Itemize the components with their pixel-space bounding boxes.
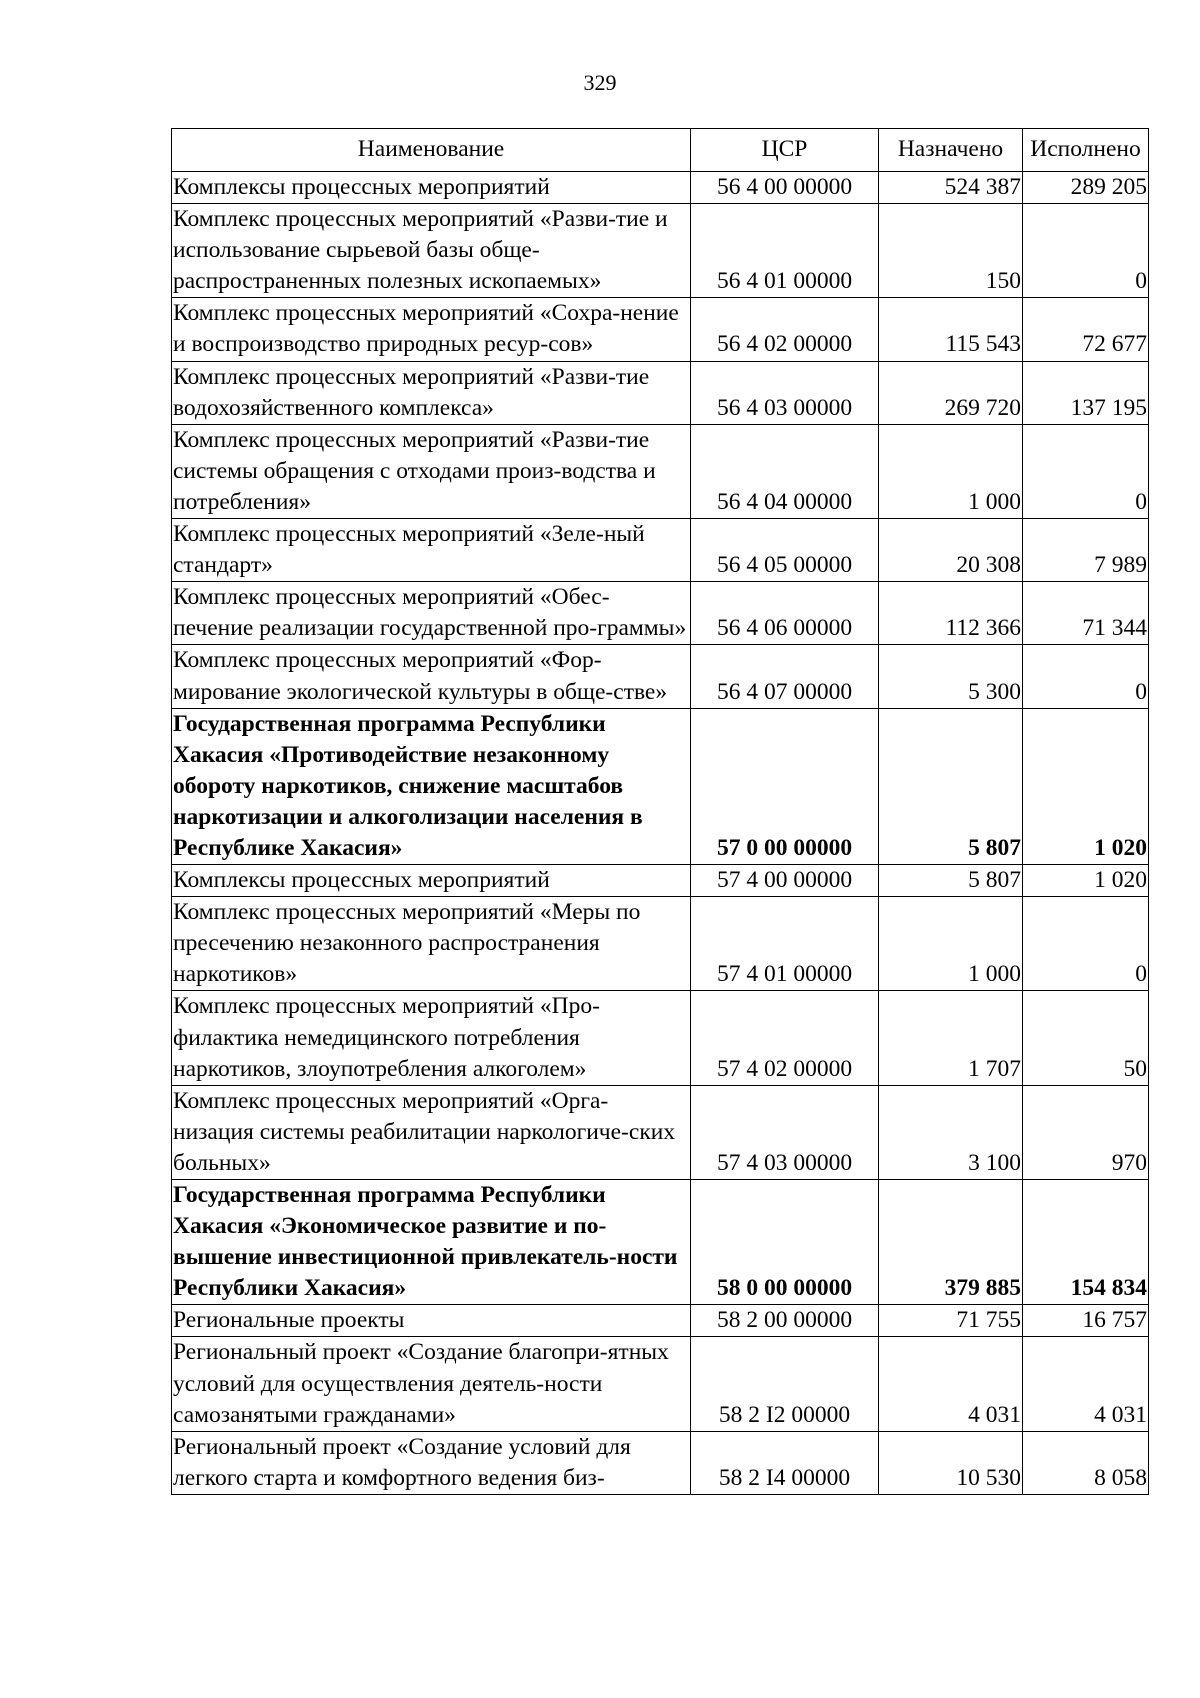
row-planned-cell: 1 707 xyxy=(879,991,1023,1085)
row-planned-cell: 1 000 xyxy=(879,897,1023,991)
row-executed-cell: 970 xyxy=(1023,1085,1149,1179)
table-header-row xyxy=(172,129,1149,172)
table-row xyxy=(172,1337,1149,1431)
table-row xyxy=(172,708,1149,864)
header-planned: Назначено xyxy=(879,129,1023,172)
row-csr-cell: 58 2 I2 00000 xyxy=(691,1337,879,1431)
table-row xyxy=(172,204,1149,298)
row-csr-cell: 56 4 01 00000 xyxy=(691,204,879,298)
row-executed-cell: 0 xyxy=(1023,204,1149,298)
row-planned-cell: 5 807 xyxy=(879,708,1023,864)
row-planned-cell: 112 366 xyxy=(879,582,1023,645)
row-planned-cell: 379 885 xyxy=(879,1180,1023,1305)
row-planned-cell: 1 000 xyxy=(879,424,1023,518)
row-name-cell: Комплекс процессных мероприятий «Разви-тие системы обращения с отходами произ-водства и потребления» xyxy=(172,424,691,518)
table-row xyxy=(172,865,1149,897)
row-planned-cell: 3 100 xyxy=(879,1085,1023,1179)
row-name-cell: Региональные проекты xyxy=(172,1305,691,1337)
row-name-cell: Комплекс процессных мероприятий «Зеле-ный стандарт» xyxy=(172,519,691,582)
row-csr-cell: 57 4 00 00000 xyxy=(691,865,879,897)
table-row xyxy=(172,1085,1149,1179)
row-name-cell: Государственная программа Республики Хакасия «Противодействие незаконному обороту наркотиков, снижение масштабов наркотизации и алкоголизации населения в Республике Хакасия» xyxy=(172,708,691,864)
row-executed-cell: 50 xyxy=(1023,991,1149,1085)
table-row xyxy=(172,172,1149,204)
table-row xyxy=(172,582,1149,645)
row-name-cell: Комплекс процессных мероприятий «Про-филактика немедицинского потребления наркотиков, злоупотребления алкоголем» xyxy=(172,991,691,1085)
row-name-cell: Комплекс процессных мероприятий «Меры по пресечению незаконного распространения наркотиков» xyxy=(172,897,691,991)
row-executed-cell: 0 xyxy=(1023,645,1149,708)
row-csr-cell: 56 4 00 00000 xyxy=(691,172,879,204)
row-planned-cell: 71 755 xyxy=(879,1305,1023,1337)
row-name-cell: Комплексы процессных мероприятий xyxy=(172,865,691,897)
table-body xyxy=(172,172,1149,1495)
row-csr-cell: 56 4 07 00000 xyxy=(691,645,879,708)
row-name-cell: Комплекс процессных мероприятий «Обес-печение реализации государственной про-граммы» xyxy=(172,582,691,645)
row-executed-cell: 154 834 xyxy=(1023,1180,1149,1305)
row-planned-cell: 5 807 xyxy=(879,865,1023,897)
row-csr-cell: 57 4 02 00000 xyxy=(691,991,879,1085)
table-row xyxy=(172,645,1149,708)
row-executed-cell: 1 020 xyxy=(1023,865,1149,897)
row-csr-cell: 57 0 00 00000 xyxy=(691,708,879,864)
row-name-cell: Комплекс процессных мероприятий «Разви-тие и использование сырьевой базы обще-распространенных полезных ископаемых» xyxy=(172,204,691,298)
row-csr-cell: 57 4 01 00000 xyxy=(691,897,879,991)
row-planned-cell: 115 543 xyxy=(879,298,1023,361)
header-name: Наименование xyxy=(172,129,691,172)
row-planned-cell: 269 720 xyxy=(879,361,1023,424)
row-csr-cell: 58 2 00 00000 xyxy=(691,1305,879,1337)
row-executed-cell: 289 205 xyxy=(1023,172,1149,204)
row-executed-cell: 72 677 xyxy=(1023,298,1149,361)
header-csr: ЦСР xyxy=(691,129,879,172)
row-name-cell: Комплекс процессных мероприятий «Орга-низация системы реабилитации наркологиче-ских больных» xyxy=(172,1085,691,1179)
row-executed-cell: 0 xyxy=(1023,424,1149,518)
row-executed-cell: 71 344 xyxy=(1023,582,1149,645)
row-csr-cell: 57 4 03 00000 xyxy=(691,1085,879,1179)
row-csr-cell: 56 4 04 00000 xyxy=(691,424,879,518)
row-name-cell: Комплексы процессных мероприятий xyxy=(172,172,691,204)
row-csr-cell: 58 2 I4 00000 xyxy=(691,1431,879,1494)
row-name-cell: Государственная программа Республики Хакасия «Экономическое развитие и по-вышение инвестиционной привлекатель-ности Республики Хакасия» xyxy=(172,1180,691,1305)
table-row xyxy=(172,298,1149,361)
row-executed-cell: 4 031 xyxy=(1023,1337,1149,1431)
row-planned-cell: 5 300 xyxy=(879,645,1023,708)
table-row xyxy=(172,1305,1149,1337)
table-row xyxy=(172,361,1149,424)
table-row xyxy=(172,991,1149,1085)
row-name-cell: Региональный проект «Создание благопри-ятных условий для осуществления деятель-ности самозанятыми гражданами» xyxy=(172,1337,691,1431)
row-planned-cell: 4 031 xyxy=(879,1337,1023,1431)
budget-table xyxy=(171,128,1149,1495)
row-executed-cell: 137 195 xyxy=(1023,361,1149,424)
row-executed-cell: 0 xyxy=(1023,897,1149,991)
table-row xyxy=(172,424,1149,518)
row-csr-cell: 56 4 05 00000 xyxy=(691,519,879,582)
row-executed-cell: 8 058 xyxy=(1023,1431,1149,1494)
row-planned-cell: 20 308 xyxy=(879,519,1023,582)
row-name-cell: Комплекс процессных мероприятий «Сохра-нение и воспроизводство природных ресур-сов» xyxy=(172,298,691,361)
header-executed: Исполнено xyxy=(1023,129,1149,172)
row-csr-cell: 56 4 02 00000 xyxy=(691,298,879,361)
table-row xyxy=(172,1431,1149,1494)
row-name-cell: Комплекс процессных мероприятий «Фор-мирование экологической культуры в обще-стве» xyxy=(172,645,691,708)
table-row xyxy=(172,519,1149,582)
table-row xyxy=(172,1180,1149,1305)
row-executed-cell: 16 757 xyxy=(1023,1305,1149,1337)
page-number: 329 xyxy=(583,70,617,95)
row-planned-cell: 524 387 xyxy=(879,172,1023,204)
row-planned-cell: 150 xyxy=(879,204,1023,298)
row-name-cell: Региональный проект «Создание условий для легкого старта и комфортного ведения биз- xyxy=(172,1431,691,1494)
table-row xyxy=(172,897,1149,991)
row-executed-cell: 1 020 xyxy=(1023,708,1149,864)
row-csr-cell: 58 0 00 00000 xyxy=(691,1180,879,1305)
row-csr-cell: 56 4 06 00000 xyxy=(691,582,879,645)
row-name-cell: Комплекс процессных мероприятий «Разви-тие водохозяйственного комплекса» xyxy=(172,361,691,424)
row-csr-cell: 56 4 03 00000 xyxy=(691,361,879,424)
row-planned-cell: 10 530 xyxy=(879,1431,1023,1494)
row-executed-cell: 7 989 xyxy=(1023,519,1149,582)
